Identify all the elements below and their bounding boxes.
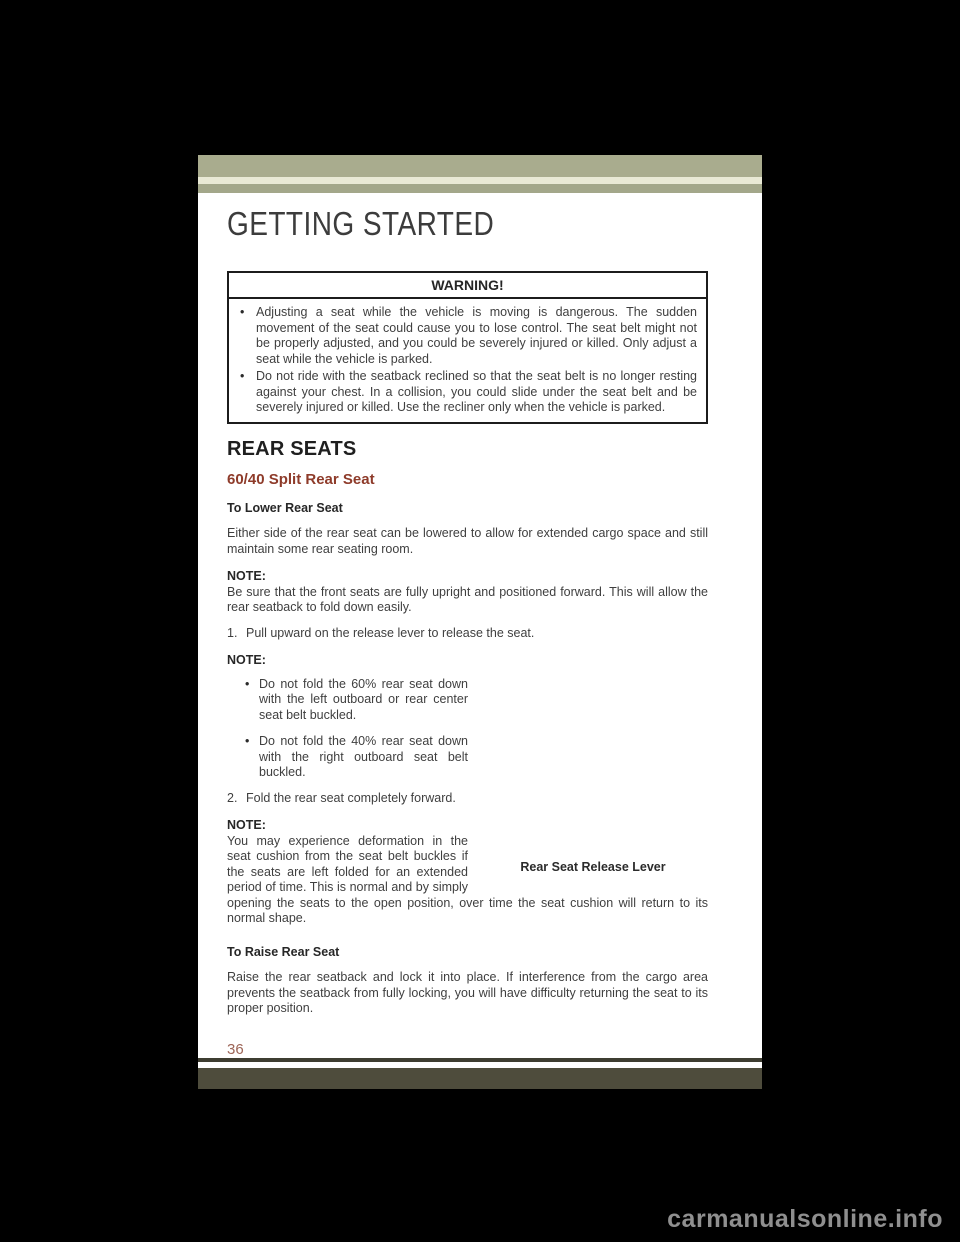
bullet-marker: • [245,676,250,691]
step-item-2 [227,791,468,807]
header-band-sage-thin [198,184,762,193]
warning-bullet-text: Adjusting a seat while the vehicle is moving is dangerous. The sudden movement of the seat could cause you to lose control. The seat belt might not be properly adjusted, and you could be severely injured or killed. Only adjust a seat while the vehicle is parked. [256,305,697,366]
bullet-marker: • [245,734,250,748]
note-text-deformation: You may experience deformation in the seat cushion from the seat belt buckles if the seats are left folded for an extended period of time. This is normal and by simply opening the seats to the open position, over time the seat cushion will return to its normal shape. [227,833,708,925]
warning-bullet [238,305,697,367]
header-band-sage [198,155,762,177]
paragraph-lower-intro: Either side of the rear seat can be lowered to allow for extended cargo space and still maintain some rear seating room. [227,526,708,556]
heading-to-lower-rear-seat: To Lower Rear Seat [227,500,343,515]
warning-bullet-text: Do not ride with the seatback reclined so that the seat belt is no longer resting against your chest. In a collision, you could slide under the seat belt and be severely injured or killed. Use the recliner only when the vehicle is parked. [256,369,697,414]
note-label: NOTE: [227,818,266,832]
note-text: Be sure that the front seats are fully upright and positioned forward. This will allow the rear seatback to fold down easily. [227,584,708,614]
paragraph-raise: Raise the rear seatback and lock it into place. If interference from the cargo area prevents the seatback from fully locking, you will have difficulty returning the seat to its proper position. [227,970,708,1015]
bullet-marker: • [240,369,245,383]
chapter-title: GETTING STARTED [227,205,495,242]
step-item-1 [227,626,708,642]
note-bullet-text: Do not fold the 40% rear seat down with the right outboard seat belt buckled. [259,734,468,779]
manual-page [198,155,762,1089]
note-label: NOTE: [227,653,266,667]
note-bullet [227,734,468,781]
page-content [198,193,762,1058]
step-text: Pull upward on the release lever to release the seat. [246,625,535,640]
figure-area [478,641,708,885]
warning-bullet [238,369,697,416]
note-label: NOTE: [227,569,266,583]
step-number: 2. [227,790,238,805]
page-number: 36 [227,1040,244,1058]
heading-to-raise-rear-seat: To Raise Rear Seat [227,944,340,959]
site-watermark: carmanualsonline.info [667,1205,943,1233]
warning-box-body [229,299,706,422]
bullet-marker: • [240,305,245,319]
step-text: Fold the rear seat completely forward. [246,790,456,805]
note-bullet [227,677,468,724]
header-band-cream [198,177,762,184]
note-bullet-text: Do not fold the 60% rear seat down with the left outboard or rear center seat belt buckled. [259,676,468,722]
figure-caption: Rear Seat Release Lever [520,859,666,874]
warning-box [227,271,708,424]
warning-box-title: WARNING! [229,273,706,299]
step-number: 1. [227,625,238,640]
footer-bar [198,1068,762,1089]
section-title-rear-seats: REAR SEATS [227,437,357,460]
subsection-title-split-seat: 60/40 Split Rear Seat [227,470,375,488]
